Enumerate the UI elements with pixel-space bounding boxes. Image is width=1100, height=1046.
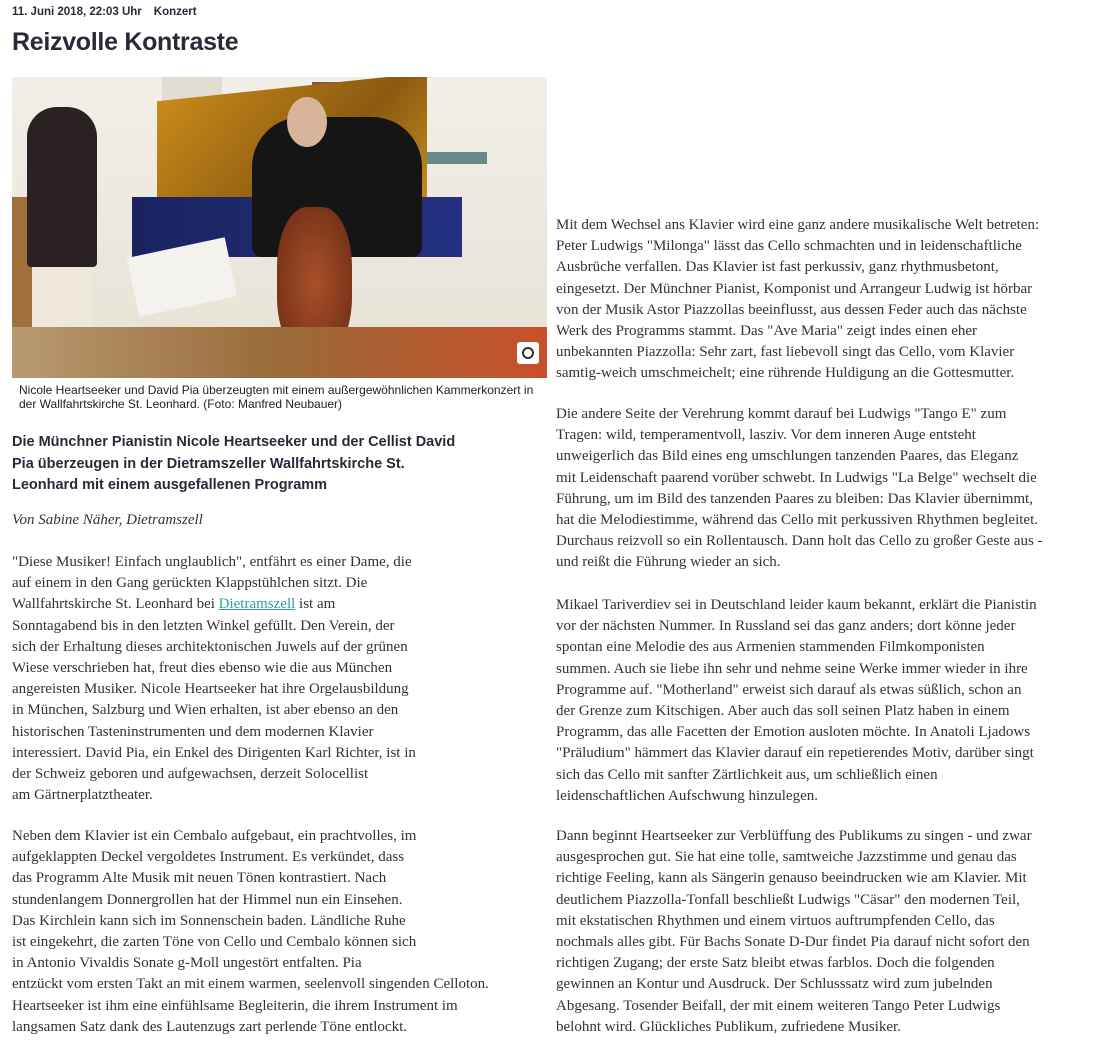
byline: Von Sabine Näher, Dietramszell: [12, 512, 203, 528]
link-dietramszell[interactable]: Dietramszell: [218, 596, 296, 613]
paragraph-5: Mikael Tariverdiev sei in Deutschland leider kaum bekannt, erklärt die Pianistin vor der nächsten Nummer. In Russland sei das ganz anders; dort könne jeder spontan eine Melodie des aus Armenien stammenden Filmkomponisten summen. Auch sie liebe ihn sehr und nehme seine Werke immer wieder in ihre Programme auf. "Motherland" erweist sich darauf als etwas süßlich, schon an der Grenze zum Kitschigen. Aber auch das soll seinen Platz haben in einem Programm, das alle Facetten der Emotion ausloten möchte. In Anatoli Ljadows "Präludium" hämmert das Klavier darauf ein repetierendes Motiv, darüber singt sich das Cello mit sanfter Zärtlichkeit aus, um schließlich einen leidenschaftlichen Aufschwung hinzulegen.: [556, 597, 1037, 804]
paragraph-4: Die andere Seite der Verehrung kommt darauf bei Ludwigs "Tango E" zum Tragen: wild, temperamentvoll, lasziv. Vor dem inneren Auge entsteht unweigerlich das Bild eines eng umschlungen tanzenden Paares, das Eleganz mit Leidenschaft paarend vorüber schwebt. In Ludwigs "La Belge" wechselt die Führung, um im Bild des tanzenden Paares zu bleiben: Das Klavier übernimmt, hat die Melodiestimme, während das Cello mit perkussiven Rhythmen begleitet. Durchaus reizvoll so ein Rollentausch. Dann holt das Cello zu großer Geste aus - und reißt die Führung wieder an sich.: [556, 406, 1043, 571]
article-photo[interactable]: [12, 77, 547, 378]
article-meta: [12, 6, 197, 18]
paragraph-6: Dann beginnt Heartseeker zur Verblüffung des Publikums zu singen - und zwar ausgesprochen gut. Sie hat eine tolle, samtweiche Jazzstimme und genau das richtige Feeling, kann als Sängerin genauso beeindrucken wie am Klavier. Mit deutlichem Piazzolla-Tonfall beschließt Ludwigs "Cäsar" den modernen Teil, mit ekstatischen Rhythmen und einem virtuos auftrumpfenden Cello, das nochmals alles gibt. Für Bachs Sonate D-Dur findet Pia darauf nicht sofort den richtigen Zugang; der erste Satz bleibt etwas farblos. Doch die folgenden gewinnen an Kontur und Ausdruck. Der Schlusssatz wird zum jubelnden Abgesang. Tosender Beifall, der mit einem weiteren Tango Peter Ludwigs belohnt wird. Glückliches Publikum, zufriedene Musiker.: [556, 828, 1032, 1035]
article-lead: Die Münchner Pianistin Nicole Heartseeker und der Cellist David Pia überzeugen in der Dietramszeller Wallfahrtskirche St. Leonhard mit einem ausgefallenen Programm: [12, 434, 456, 493]
paragraph-text: "Diese Musiker! Einfach unglaublich", entfährt es einer Dame, die auf einem in den Gang gerückten Klappstühlchen sitzt. Die Wallfahrtskirche St. Leonhard bei: [12, 554, 412, 613]
paragraph-3: Mit dem Wechsel ans Klavier wird eine ganz andere musikalische Welt betreten: Peter Ludwigs "Milonga" lässt das Cello schmachten und in leidenschaftliche Ausbrüche verfallen. Das Klavier ist fast perkussiv, ganz rhythmusbetont, eingesetzt. Der Münchner Pianist, Komponist und Arrangeur Ludwig ist hörbar von der Musik Astor Piazzollas beeinflusst, aus dessen Feder auch das nächste Werk des Programms stammt. Das "Ave Maria" zeigt indes einen eher unbekannten Piazzolla: Sehr zart, fast liebevoll singt das Cello, vom Klavier samtig-weich umschmeichelt; eine rührende Huldigung an die Gottesmutter.: [556, 217, 1040, 382]
photo-caption: Nicole Heartseeker und David Pia überzeugten mit einem außergewöhnlichen Kammerkonzert in der Wallfahrtskirche St. Leonhard. (Foto: Manfred Neubauer): [19, 383, 534, 411]
paragraph-2: Neben dem Klavier ist ein Cembalo aufgebaut, ein prachtvolles, im aufgeklappten Deckel vergoldetes Instrument. Es verkündet, dass das Programm Alte Musik mit neuen Tönen kontrastiert. Nach stundenlangem Donnergrollen hat der Himmel nun ein Einsehen. Das Kirchlein kann sich im Sonnenschein baden. Ländliche Ruhe ist eingekehrt, die zarten Töne von Cello und Cembalo können sich in Antonio Vivaldis Sonate g-Moll ungestört entfalten. Pia entzückt vom ersten Takt an mit einem warmen, seelenvoll singenden Celloton. Heartseeker ist ihm eine einfühlsame Begleiterin, die ihrem Instrument im langsamen Satz dank des Lautenzugs zart perlende Töne entlockt.: [12, 828, 489, 1035]
article-title: Reizvolle Kontraste: [12, 28, 239, 56]
paragraph-text: ist am Sonntagabend bis in den letzten Winkel gefüllt. Den Verein, der sich der Erhaltung dieses architektonischen Juwels auf der grünen Wiese verschrieben hat, freut dies ebenso wie die aus München angereisten Musiker. Nicole Heartseeker hat ihre Orgelausbildung in München, Salzburg und Wien erhalten, ist aber ebenso an den historischen Tasteninstrumenten und dem modernen Klavier interessiert. David Pia, ein Enkel des Dirigenten Karl Richter, ist in der Schweiz geboren und aufgewachsen, derzeit Solocellist am Gärtnerplatztheater.: [12, 596, 416, 804]
article-date: 11. Juni 2018, 22:03 Uhr: [12, 6, 142, 18]
article-category[interactable]: Konzert: [153, 6, 197, 18]
fullscreen-icon[interactable]: [517, 342, 539, 364]
paragraph-1: [12, 552, 416, 806]
